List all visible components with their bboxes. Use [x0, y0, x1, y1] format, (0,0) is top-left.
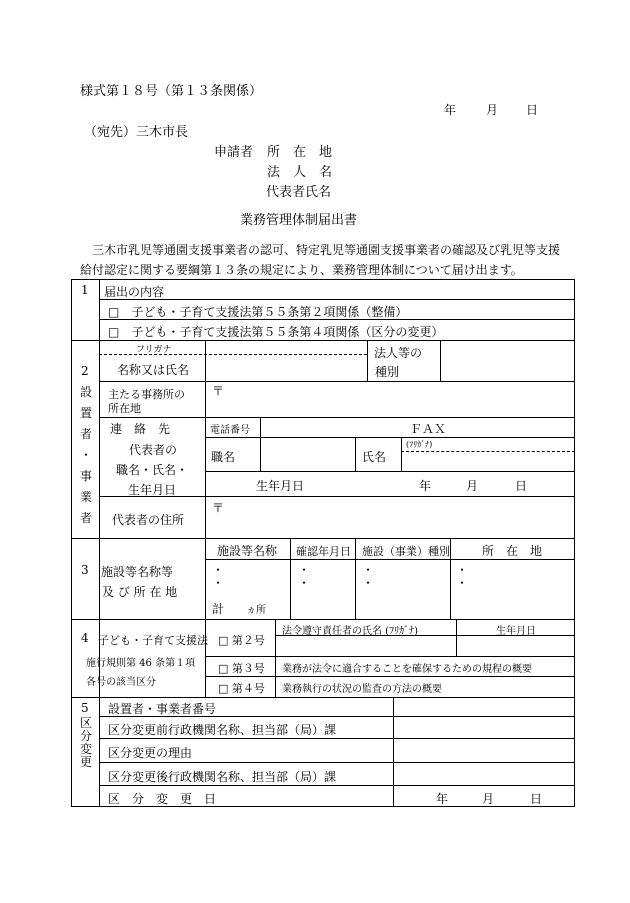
divider	[99, 785, 575, 786]
section-4-number: 4	[81, 631, 89, 645]
rep-label-3: 生年月日	[128, 483, 177, 497]
operator-number-label: 設置者・事業者番号	[108, 702, 217, 716]
divider	[450, 538, 451, 619]
rules-summary-label: 業務が法令に適合することを確保するための規程の概要	[282, 664, 532, 675]
post-change-agency-label: 区分変更後行政機関名称、担当部（局）課	[108, 770, 337, 784]
section-2-vertical-label	[79, 386, 93, 533]
divider	[401, 437, 402, 471]
vertical-char: 設	[79, 385, 92, 399]
form-number: 様式第１８号（第１３条関係）	[80, 84, 263, 99]
bullet: ・	[298, 576, 311, 590]
col-facility-type: 施設（事業）種別	[362, 545, 450, 558]
dashed-divider	[401, 451, 575, 452]
intro-line-2: 給付認定に関する要綱第１３条の規定により、業務管理体制について届け出ます。	[80, 263, 523, 277]
applicant-address-label: 所 在 地	[267, 145, 333, 160]
corp-type-label-1: 法人等の	[374, 346, 423, 360]
divider	[393, 697, 394, 807]
total-label: 計	[212, 602, 225, 616]
section-3-label-1: 施設等名称等	[101, 565, 174, 579]
divider	[99, 279, 100, 807]
vertical-char: ・	[79, 448, 92, 462]
divider	[71, 619, 575, 620]
section-1-label: 届出の内容	[104, 285, 165, 299]
divider	[99, 381, 575, 382]
divider	[367, 340, 368, 381]
divider	[205, 676, 575, 677]
applicant-label: 申請者	[214, 145, 254, 160]
change-date-label: 区 分 変 更 日	[108, 792, 217, 806]
position-label: 職名	[211, 450, 236, 464]
birthdate-label: 生年月日	[256, 479, 305, 493]
pre-change-agency-label: 区分変更前行政機関名称、担当部（局）課	[108, 723, 337, 737]
col-address: 所 在 地	[482, 544, 543, 558]
bullet: ・	[298, 563, 311, 577]
furigana-label: フリガナ	[136, 345, 172, 355]
divider	[205, 340, 206, 619]
divider	[205, 656, 575, 657]
section-4-label-2: 施行規則第 46 条第１項	[86, 658, 196, 669]
phone-label: 電話番号	[210, 425, 250, 436]
change-month-label: 月	[482, 792, 495, 806]
vertical-char: 事	[79, 469, 92, 483]
date-day-label: 日	[526, 103, 539, 117]
divider	[205, 559, 575, 560]
divider	[355, 538, 356, 619]
divider	[99, 417, 575, 418]
compliance-officer-label: 法令遵守責任者の氏名 (ﾌﾘｶﾞﾅ)	[282, 626, 418, 637]
rep-address-label: 代表者の住所	[112, 513, 185, 527]
vertical-char: 者	[79, 511, 92, 525]
divider	[355, 437, 356, 471]
year-label: 年	[419, 479, 432, 493]
day-label: 日	[515, 479, 528, 493]
divider	[260, 417, 261, 471]
audit-summary-label: 業務執行の状況の監査の方法の概要	[282, 684, 442, 695]
bullet: ・	[212, 576, 225, 590]
item-no-3-checkbox[interactable]: □ 第３号	[218, 662, 265, 675]
applicant-corp-name-label: 法 人 名	[267, 165, 333, 180]
divider	[290, 538, 291, 619]
divider	[99, 738, 575, 739]
divider	[99, 762, 575, 763]
vertical-char: 者	[79, 427, 92, 441]
change-reason-label: 区分変更の理由	[108, 746, 193, 760]
count-unit: ヵ所	[246, 605, 266, 616]
fax-label: ＦＡＸ	[410, 422, 447, 436]
col-confirm-date: 確認年月日	[296, 545, 351, 558]
office-label-1: 主たる事務所の	[108, 388, 185, 401]
section-4-label-1: 子ども・子育て支援法	[98, 634, 208, 647]
compliance-birthdate-label: 生年月日	[496, 626, 536, 637]
bullet: ・	[362, 563, 375, 577]
date-month-label: 月	[486, 103, 499, 117]
divider	[456, 619, 457, 656]
month-label: 月	[466, 479, 479, 493]
intro-line-1: 三木市乳児等通園支援事業者の認可、特定乳児等通園支援事業者の確認及び乳児等支援	[92, 243, 561, 257]
rep-label-1: 代表者の	[129, 443, 178, 457]
bullet: ・	[456, 576, 469, 590]
section-4-label-3: 各号の該当区分	[86, 677, 156, 688]
vertical-char: 変	[79, 742, 92, 756]
section-1-number: 1	[81, 283, 89, 297]
rep-label-2: 職名・氏名・	[116, 463, 189, 477]
divider	[275, 619, 276, 697]
option-category-change[interactable]: □ 子ども・子育て支援法第５５条第４項関係（区分の変更）	[108, 325, 444, 339]
person-name-label: 氏名	[362, 450, 387, 464]
postal-mark-2: 〒	[212, 501, 225, 515]
change-year-label: 年	[436, 792, 449, 806]
postal-mark: 〒	[212, 384, 225, 398]
divider	[71, 538, 575, 539]
corp-type-label-2: 種別	[375, 365, 400, 379]
item-no-4-checkbox[interactable]: □ 第４号	[218, 682, 265, 695]
bullet: ・	[362, 576, 375, 590]
section-5-vertical-label	[79, 717, 93, 769]
vertical-char: 更	[79, 755, 92, 769]
vertical-char: 区	[79, 716, 92, 730]
col-facility-name: 施設等名称	[217, 544, 278, 558]
office-label-2: 所在地	[108, 402, 141, 415]
vertical-char: 置	[79, 406, 92, 420]
item-no-2-checkbox[interactable]: □ 第２号	[218, 634, 265, 647]
section-3-number: 3	[81, 563, 89, 577]
page-title: 業務管理体制届出書	[240, 213, 358, 228]
date-year-label: 年	[444, 103, 457, 117]
vertical-char: 業	[79, 490, 92, 504]
option-consolidation[interactable]: □ 子ども・子育て支援法第５５条第２項関係（整備）	[108, 305, 408, 319]
addressee: （宛先）三木市長	[84, 125, 189, 140]
bullet: ・	[456, 563, 469, 577]
name-label: 名称又は氏名	[117, 363, 190, 377]
divider	[71, 697, 575, 698]
divider	[99, 299, 575, 300]
bullet: ・	[212, 563, 225, 577]
vertical-char: 分	[79, 729, 92, 743]
section-5-number: 5	[81, 701, 89, 715]
divider	[440, 340, 441, 381]
applicant-rep-name-label: 代表者氏名	[266, 185, 332, 200]
section-2-number: 2	[81, 364, 89, 378]
divider	[71, 340, 575, 341]
divider	[205, 471, 575, 472]
section-3-label-2: 及 び 所 在 地	[102, 585, 178, 599]
divider	[205, 619, 206, 697]
furigana-small: (ﾌﾘｶﾞﾅ)	[406, 440, 433, 449]
change-day-label: 日	[530, 792, 543, 806]
contact-label: 連 絡 先	[110, 422, 171, 436]
